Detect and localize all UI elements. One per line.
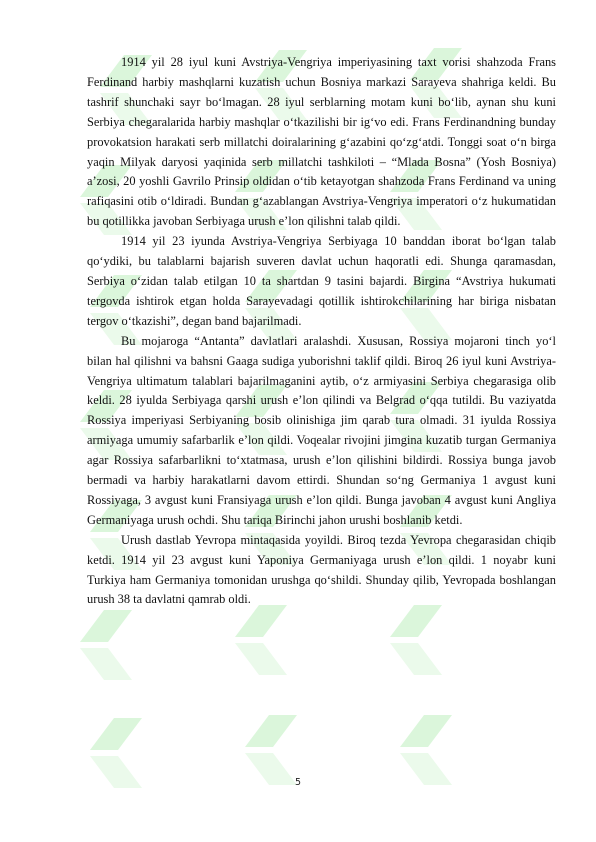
paragraph: 1914 yil 28 iyul kuni Avstriya-Vengriya imperiyasining taxt vorisi shahzoda Frans Ferdinand harbiy mashqlarni kuzatish uchun Bosniya markazi Sarayeva shahriga keldi. Bu tashrif shunchaki sayr bo‘lmagan. 28 iyul serblarning motam kuni bo‘lib, aynan shu kuni Serbiya chegaralarida harbiy mashqlar o‘tkazilishi bir ig‘vo edi. Frans Ferdinandning bunday provokatsion harakati serb millatchi doiralarining g‘azabini qo‘zg‘atdi. Tonggi soat o‘n birga yaqin Milyak daryosi yaqinida serb millatchi tashkiloti – “Mlada Bosna” (Yosh Bosniya) a’zosi, 20 yoshli Gavrilo Prinsip oldidan o‘tib ketayotgan shahzoda Frans Ferdinand va uning rafiqasini otib o‘ldiradi. Bundan g‘azablangan Avstriya-Vengriya imperatori o‘z hukumatidan bu qotillikka javoban Serbiyaga urush e’lon qilishni talab qildi.	[87, 55, 556, 229]
body-text	[87, 53, 556, 610]
paragraph: Urush dastlab Yevropa mintaqasida yoyildi. Biroq tezda Yevropa chegarasidan chiqib ketdi. 1914 yil 23 avgust kuni Yaponiya Germaniyaga urush e’lon qildi. 1 noyabr kuni Turkiya ham Germaniya tomonidan urushga qo‘shildi. Shunday qilib, Yevropada boshlangan urush 38 ta davlatni qamrab oldi.	[87, 532, 556, 607]
page-number: 5	[294, 777, 302, 788]
paragraph: Bu mojaroga “Antanta” davlatlari aralashdi. Xususan, Rossiya mojaroni tinch yo‘l bilan hal qilishni va bahsni Gaaga sudiga yuborishni taklif qildi. Biroq 26 iyul kuni Avstriya-Vengriya ultimatum talablari bajarilmaganini aytib, o‘z armiyasini Serbiya chegarasiga olib keldi. 28 iyulda Serbiyaga qarshi urush e’lon qilindi va Belgrad o‘qqa tutildi. Bu vaziyatda Rossiya imperiyasi Serbiyaning bosib olinishiga jim qarab tura olmadi. 31 iyulda Rossiya armiyaga umumiy safarbarlik e’lon qildi. Voqealar rivojini jimgina kuzatib turgan Germaniya agar Rossiya safarbarlikni to‘xtatmasa, urush e’lon qilishini bildirdi. Rossiya bunga javob bermadi va harbiy harakatlarni davom ettirdi. Shundan so‘ng Germaniya 1 avgust kuni Rossiyaga, 3 avgust kuni Fransiyaga urush e’lon qildi. Bunga javoban 4 avgust kuni Angliya Germaniyaga urush ochdi. Shu tariqa Birinchi jahon urushi boshlanib ketdi.	[87, 333, 556, 527]
paragraph: 1914 yil 23 iyunda Avstriya-Vengriya Serbiyaga 10 banddan iborat bo‘lgan talab qo‘ydiki, bu talablarni bajarish suveren davlat uchun haqoratli edi. Shunga qaramasdan, Serbiya o‘zidan talab etilgan 10 ta shartdan 9 tasini bajardi. Birgina “Avstriya hukumati tergovda ishtirok etgan holda Sarayevadagi qotillik ishtirokchilarining har biriga nisbatan tergov o‘tkazishi”, degan band bajarilmadi.	[87, 234, 556, 328]
